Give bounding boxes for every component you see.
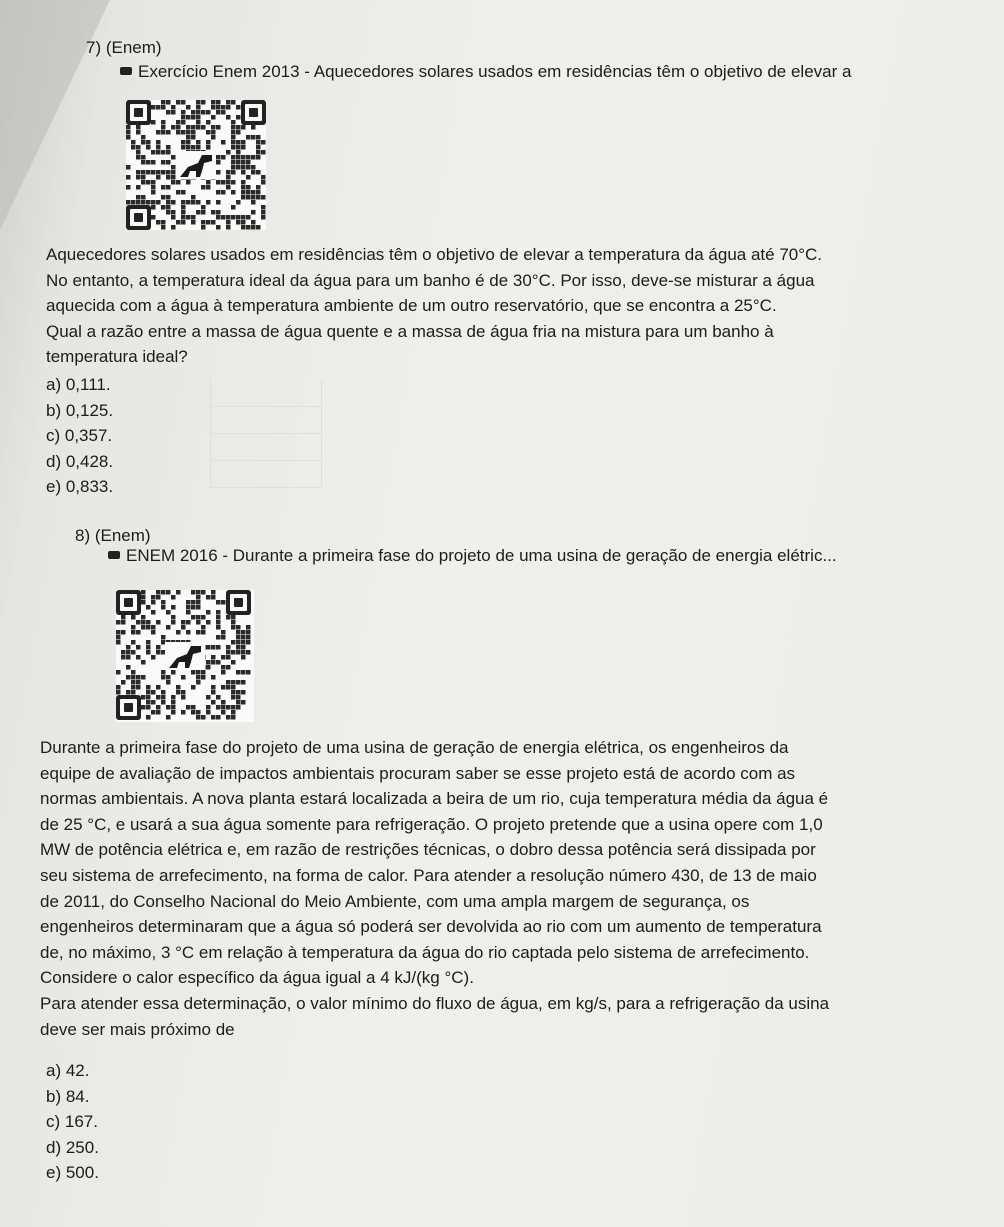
- qr-code-icon: [116, 590, 254, 722]
- question-8-number: 8) (Enem): [75, 526, 151, 545]
- question-7-number: 7) (Enem): [86, 38, 162, 57]
- question-7-video-title: Exercício Enem 2013 - Aquecedores solares usados em residências têm o objetivo de elevar a: [138, 62, 852, 81]
- question-7-video-link[interactable]: [120, 62, 851, 82]
- statement-line: MW de potência elétrica e, em razão de restrições técnicas, o dobro dessa potência será dissipada por: [40, 840, 816, 860]
- video-icon: [120, 67, 132, 75]
- question-7-options: [46, 372, 113, 500]
- statement-line: Aquecedores solares usados em residências têm o objetivo de elevar a temperatura da água até 70°C.: [46, 245, 823, 264]
- statement-line: equipe de avaliação de impactos ambientais procuram saber se esse projeto está de acordo com as: [40, 763, 796, 783]
- statement-line: seu sistema de arrefecimento, na forma de calor. Para atender a resolução número 430, de 13 de maio: [40, 865, 817, 885]
- statement-line: de 2011, do Conselho Nacional do Meio Ambiente, com uma ampla margem de segurança, os: [40, 891, 750, 911]
- question-7-statement: [46, 242, 822, 370]
- option-d[interactable]: d) 250.: [46, 1137, 99, 1157]
- question-7-qr-code[interactable]: [126, 100, 266, 230]
- statement-line: Considere o calor específico da água igual a 4 kJ/(kg °C).: [40, 968, 474, 988]
- question-8-statement: [40, 735, 829, 1042]
- bleed-through-table: [210, 380, 322, 488]
- statement-line: deve ser mais próximo de: [40, 1019, 235, 1039]
- question-8-video-link[interactable]: [108, 546, 837, 566]
- statement-line: engenheiros determinaram que a água só poderá ser devolvida ao rio com um aumento de temperatura: [40, 917, 822, 937]
- statement-line: aquecida com a água à temperatura ambiente de um outro reservatório, que se encontra a 25°C.: [46, 296, 777, 316]
- video-icon: [108, 551, 120, 559]
- statement-line: Para atender essa determinação, o valor mínimo do fluxo de água, em kg/s, para a refrigeração da usina: [40, 993, 830, 1013]
- statement-line: de, no máximo, 3 °C em relação à temperatura da água do rio captada pelo sistema de arrefecimento.: [40, 942, 810, 962]
- statement-line: de 25 °C, e usará a sua água somente para refrigeração. O projeto pretende que a usina opere com 1,0: [40, 814, 823, 834]
- option-b[interactable]: b) 84.: [46, 1086, 90, 1106]
- option-b[interactable]: b) 0,125.: [46, 400, 114, 420]
- statement-line: normas ambientais. A nova planta estará localizada a beira de um rio, cuja temperatura média da água é: [40, 789, 829, 809]
- question-8-options: [46, 1058, 99, 1186]
- question-8-video-title: ENEM 2016 - Durante a primeira fase do projeto de uma usina de geração de energia elétric...: [126, 546, 837, 565]
- option-a[interactable]: a) 0,111.: [46, 375, 111, 394]
- statement-line: Durante a primeira fase do projeto de uma usina de geração de energia elétrica, os engenheiros da: [40, 738, 789, 757]
- option-e[interactable]: e) 500.: [46, 1163, 99, 1182]
- page-shadow: [0, 0, 110, 230]
- statement-line: Qual a razão entre a massa de água quente e a massa de água fria na mistura para um banho à: [46, 321, 774, 341]
- question-8-qr-code[interactable]: [116, 590, 254, 722]
- option-e[interactable]: e) 0,833.: [46, 477, 114, 496]
- qr-code-icon: [126, 100, 266, 230]
- option-c[interactable]: c) 167.: [46, 1112, 98, 1131]
- option-c[interactable]: c) 0,357.: [46, 426, 113, 445]
- statement-line: temperatura ideal?: [46, 347, 188, 367]
- option-a[interactable]: a) 42.: [46, 1061, 90, 1080]
- option-d[interactable]: d) 0,428.: [46, 451, 114, 471]
- statement-line: No entanto, a temperatura ideal da água para um banho é de 30°C. Por isso, deve-se misturar a água: [46, 270, 815, 290]
